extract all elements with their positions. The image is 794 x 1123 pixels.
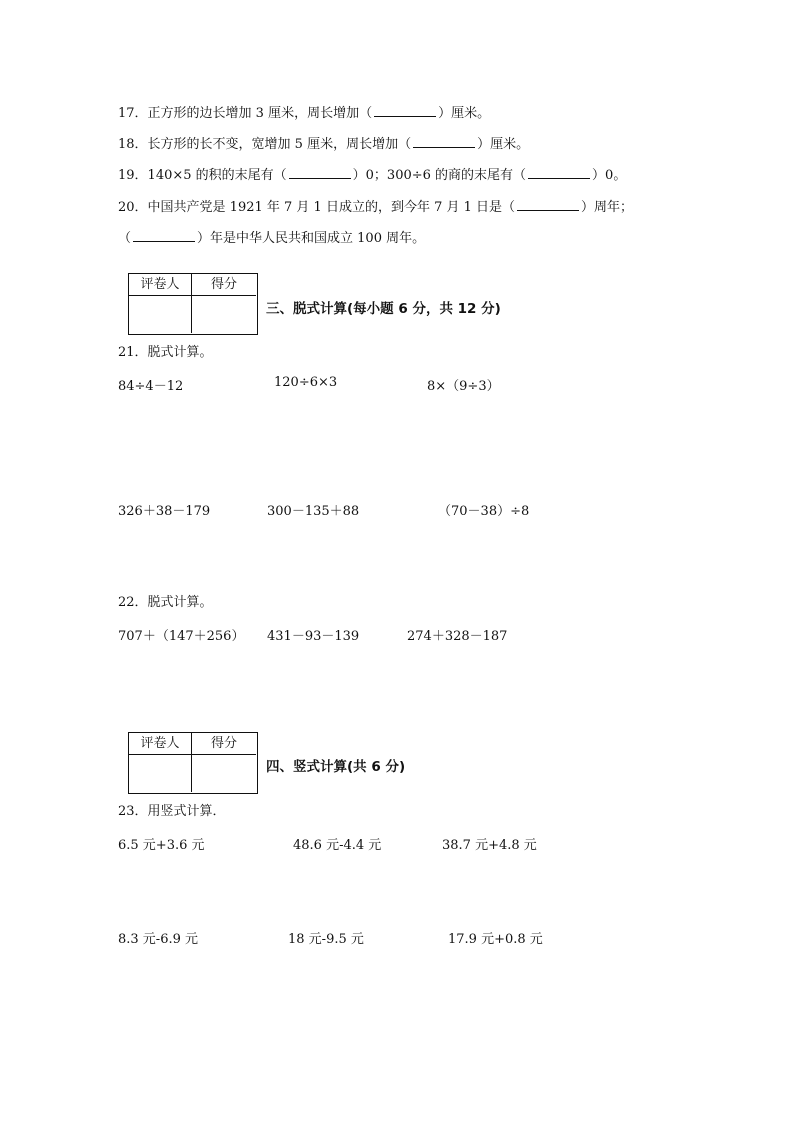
expression: 6.5 元+3.6 元 [118, 838, 205, 853]
section-4-title: 四、竖式计算(共 6 分) [266, 759, 406, 775]
expression: 84÷4－12 [118, 379, 184, 394]
expression: 431－93－139 [267, 629, 360, 644]
expression: （70－38）÷8 [438, 504, 530, 519]
question-17: 17．正方形的边长增加 3 厘米，周长增加（ ）厘米。 [118, 106, 491, 121]
score-header: 得分 [192, 733, 256, 755]
score-header: 得分 [192, 274, 256, 296]
expression: 120÷6×3 [274, 375, 338, 390]
score-cell[interactable] [192, 296, 256, 333]
expression: 18 元-9.5 元 [288, 932, 364, 947]
expression: 274＋328－187 [407, 629, 508, 644]
reviewer-header: 评卷人 [129, 733, 192, 755]
answer-blank[interactable] [528, 166, 590, 179]
question-22-label: 22．脱式计算。 [118, 595, 213, 610]
score-cell[interactable] [192, 755, 256, 792]
reviewer-cell[interactable] [129, 755, 192, 792]
answer-blank[interactable] [517, 198, 579, 211]
expression: 38.7 元+4.8 元 [442, 838, 537, 853]
answer-blank[interactable] [289, 166, 351, 179]
expression: 707＋（147＋256） [118, 629, 245, 644]
score-table [128, 732, 258, 794]
expression: 8.3 元-6.9 元 [118, 932, 199, 947]
expression: 300－135＋88 [267, 504, 360, 519]
score-table [128, 273, 258, 335]
section-3-title: 三、脱式计算(每小题 6 分，共 12 分) [266, 301, 501, 317]
question-20-line2: （ ）年是中华人民共和国成立 100 周年。 [118, 231, 426, 246]
reviewer-cell[interactable] [129, 296, 192, 333]
question-23-label: 23．用竖式计算． [118, 804, 226, 819]
question-18: 18．长方形的长不变，宽增加 5 厘米，周长增加（ ）厘米。 [118, 137, 530, 152]
answer-blank[interactable] [133, 229, 195, 242]
reviewer-header: 评卷人 [129, 274, 192, 296]
question-21-label: 21．脱式计算。 [118, 345, 213, 360]
answer-blank[interactable] [413, 135, 475, 148]
question-20-line1: 20．中国共产党是 1921 年 7 月 1 日成立的，到今年 7 月 1 日是（ ）周年； [118, 200, 634, 215]
expression: 326＋38－179 [118, 504, 211, 519]
question-19: 19．140×5 的积的末尾有（ ）0；300÷6 的商的末尾有（ ）0。 [118, 168, 627, 183]
expression: 8×（9÷3） [427, 379, 500, 394]
expression: 17.9 元+0.8 元 [448, 932, 543, 947]
answer-blank[interactable] [374, 104, 436, 117]
expression: 48.6 元-4.4 元 [293, 838, 382, 853]
